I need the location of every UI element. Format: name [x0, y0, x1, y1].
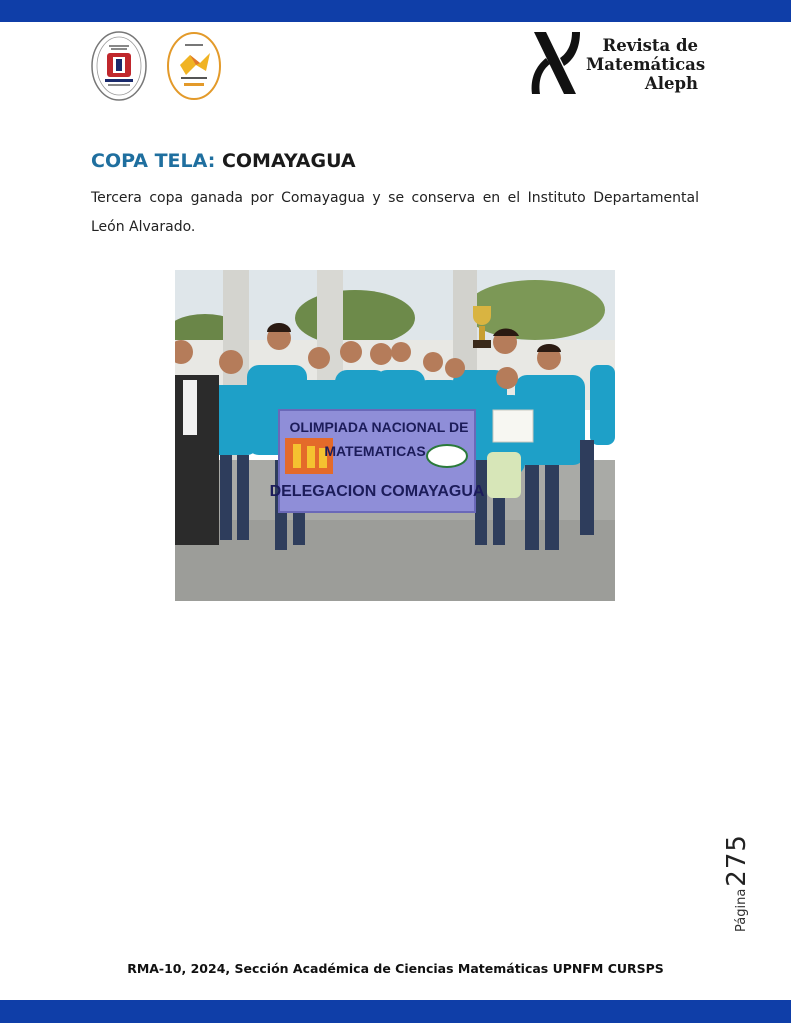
footer-citation: RMA-10, 2024, Sección Académica de Ciencias Matemáticas UPNFM CURSPS — [127, 961, 664, 976]
brand-line-1: Revista de — [602, 36, 698, 55]
banner-line-1: OLIMPIADA NACIONAL DE — [289, 419, 469, 435]
section-paragraph: Tercera copa ganada por Comayagua y se conserva en el Instituto Departamental León Alvarado. — [91, 190, 699, 235]
heading-value: COMAYAGUA — [221, 150, 356, 172]
olympiad-logo — [166, 31, 222, 101]
banner-line-3: DELEGACION COMAYAGUA — [269, 483, 485, 500]
brand-line-2: Matemáticas — [586, 55, 706, 74]
bottom-color-bar — [0, 1000, 791, 1023]
section-heading — [91, 150, 356, 172]
university-seal-logo — [91, 31, 147, 101]
journal-brand-title — [586, 36, 706, 93]
page-number: 275 — [722, 834, 752, 887]
aleph-symbol-logo — [528, 28, 584, 100]
team-photo — [175, 270, 615, 601]
banner-line-2: MATEMATICAS — [324, 443, 426, 459]
delegation-banner — [270, 410, 485, 512]
page-number-block — [722, 826, 770, 930]
heading-label: COPA TELA: — [91, 150, 216, 172]
page-word: Página — [734, 888, 749, 932]
top-color-bar — [0, 0, 791, 22]
brand-line-3: Aleph — [644, 74, 698, 93]
